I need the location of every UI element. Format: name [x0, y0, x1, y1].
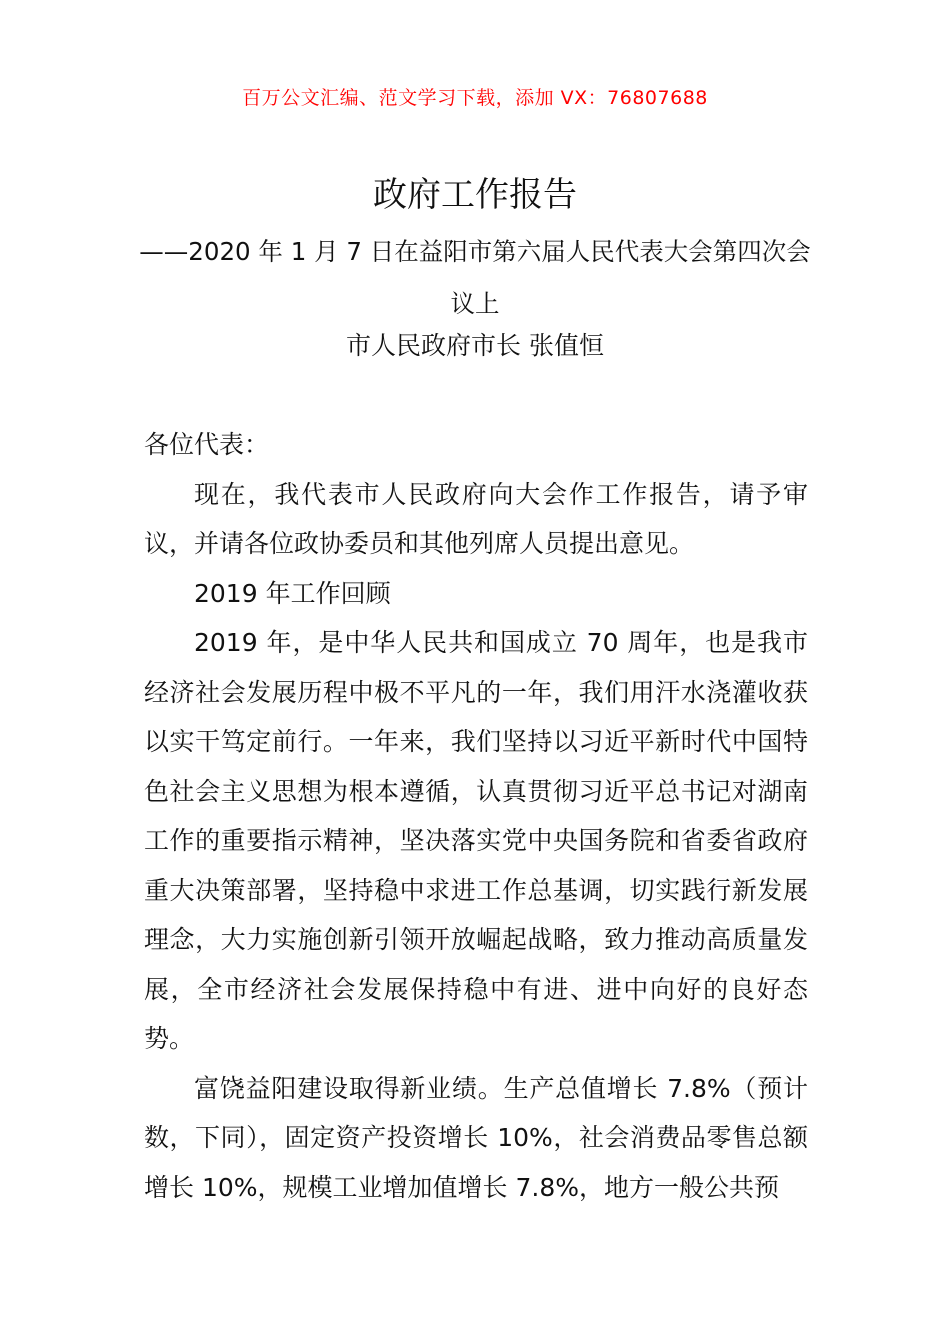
document-subtitle: ——2020 年 1 月 7 日在益阳市第六届人民代表大会第四次会议上 — [139, 237, 811, 318]
paragraph-achievements: 富饶益阳建设取得新业绩。生产总值增长 7.8%（预计数，下同），固定资产投资增长 10%，社会消费品零售总额增长 10%，规模工业增加值增长 7.8%，地方一般公共预 — [144, 1073, 808, 1202]
section-heading: 2019 年工作回顾 — [194, 578, 391, 608]
document-author: 市人民政府市长 张值恒 — [346, 331, 604, 360]
document-title: 政府工作报告 — [373, 175, 577, 215]
paragraph-intro: 现在，我代表市人民政府向大会作工作报告，请予审议，并请各位政协委员和其他列席人员提出意见。 — [144, 479, 808, 558]
document-body — [144, 420, 808, 1212]
salutation: 各位代表： — [144, 430, 270, 459]
watermark-banner: 百万公文汇编、范文学习下载，添加 VX：76807688 — [242, 87, 708, 109]
paragraph-review: 2019 年，是中华人民共和国成立 70 周年，也是我市经济社会发展历程中极不平凡的一年，我们用汗水浇灌收获以实干笃定前行。一年来，我们坚持以习近平新时代中国特色社会主义思想为根本遵循，认真贯彻习近平总书记对湖南工作的重要指示精神，坚决落实党中央国务院和省委省政府重大决策部署，坚持稳中求进工作总基调，切实践行新发展理念，大力实施创新引领开放崛起战略，致力推动高质量发展，全市经济社会发展保持稳中有进、进中向好的良好态势。 — [144, 628, 808, 1053]
